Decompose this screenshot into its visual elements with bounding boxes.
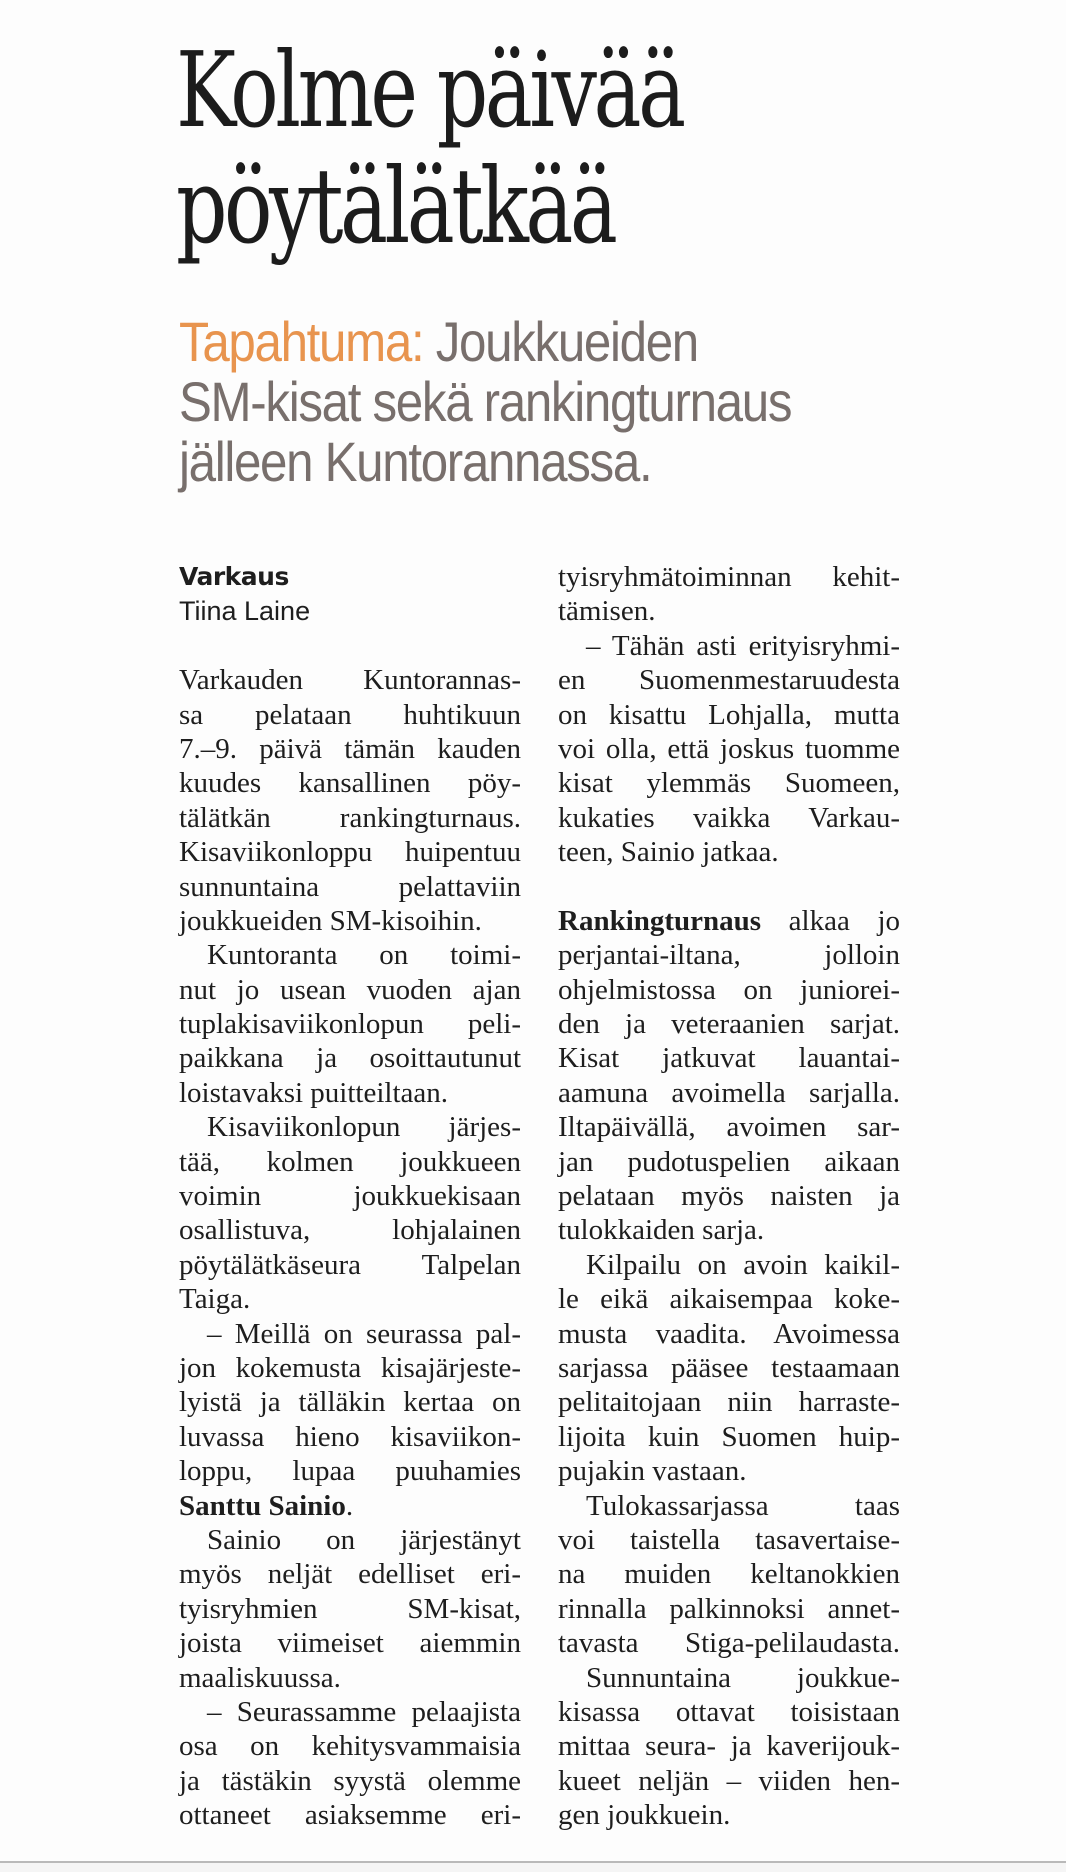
- body-text: tää, kolmen joukkueen: [179, 1145, 521, 1178]
- body-line: [179, 801, 521, 835]
- body-text: teen, Sainio jatkaa.: [558, 836, 779, 869]
- body-line: [558, 698, 900, 732]
- body-text: nut jo usean vuoden ajan: [179, 973, 521, 1006]
- body-text: Kisaviikonloppu huipentuu: [179, 836, 521, 869]
- body-text: kukaties vaikka Varkau-: [558, 801, 900, 834]
- right-body: [558, 560, 900, 1832]
- body-text: joukkueiden SM-kisoihin.: [179, 904, 482, 937]
- body-text: tälätkän rankingturnaus.: [179, 801, 521, 834]
- body-line: [558, 1661, 900, 1695]
- body-text: osa on kehitysvammaisia: [179, 1730, 521, 1763]
- body-line: [558, 663, 900, 697]
- body-line: [179, 1007, 521, 1041]
- body-text: 7.–9. päivä tämän kauden: [179, 732, 521, 765]
- body-text: loistavaksi puitteiltaan.: [179, 1076, 449, 1109]
- headline: [176, 29, 916, 267]
- body-line: [558, 1076, 900, 1110]
- body-text: jon kokemusta kisajärjeste-: [179, 1351, 521, 1384]
- body-line: [558, 732, 900, 766]
- body-text: ottaneet asiaksemme eri-: [179, 1799, 521, 1832]
- body-line: [179, 1317, 521, 1351]
- body-line: [179, 698, 521, 732]
- body-text: sunnuntaina pelattaviin: [179, 870, 521, 903]
- byline: Tiina Laine: [179, 596, 311, 627]
- body-line: [179, 663, 521, 697]
- body-line: [558, 1523, 900, 1557]
- body-text: voi taistella tasavertaise-: [558, 1523, 900, 1556]
- body-text: – Seurassamme pelaajista: [207, 1695, 521, 1728]
- bottom-rule: [0, 1861, 1066, 1872]
- body-line: [558, 835, 900, 869]
- body-text: Sunnuntaina joukkue-: [586, 1661, 900, 1694]
- body-text: kuudes kansallinen pöy-: [179, 767, 521, 800]
- body-text: den ja veteraanien sarjat.: [558, 1008, 900, 1041]
- body-text: ohjelmistossa on juniorei-: [558, 973, 900, 1006]
- body-line: [558, 766, 900, 800]
- body-line: [179, 1385, 521, 1419]
- body-text: jan pudotuspelien aikaan: [558, 1145, 900, 1178]
- body-line: [179, 1420, 521, 1454]
- body-text: tuplakisaviikonlopun peli-: [179, 1008, 521, 1041]
- deck-line-1: Joukkueiden: [435, 310, 698, 373]
- body-text: pelitaitojaan niin harraste-: [558, 1386, 900, 1419]
- body-text: le eikä aikaisempaa koke-: [558, 1283, 900, 1316]
- body-line: [179, 1179, 521, 1213]
- deck-line-3: jälleen Kuntorannassa.: [179, 430, 652, 493]
- left-column: [179, 560, 521, 1832]
- body-text: aamuna avoimella sarjalla.: [558, 1076, 900, 1109]
- body-text: maaliskuussa.: [179, 1661, 341, 1694]
- body-line: [558, 1764, 900, 1798]
- body-text: luvassa hieno kisaviikon-: [179, 1420, 521, 1453]
- left-body: [179, 663, 521, 1832]
- body-text: pelataan myös naisten ja: [558, 1180, 900, 1213]
- body-text: kueet neljän – viiden hen-: [558, 1764, 900, 1797]
- body-line: [179, 1523, 521, 1557]
- body-text: Kilpailu on avoin kaikil-: [586, 1248, 900, 1281]
- body-line: [558, 1110, 900, 1144]
- body-text: en Suomenmestaruudesta: [558, 664, 900, 697]
- body-line: [558, 1798, 900, 1832]
- body-text: lyistä ja tälläkin kertaa on: [179, 1386, 521, 1419]
- body-line: [179, 973, 521, 1007]
- body-line: [558, 1454, 900, 1488]
- body-text: Taiga.: [179, 1283, 251, 1316]
- body-line: [179, 870, 521, 904]
- body-line: [179, 732, 521, 766]
- body-line: [179, 1282, 521, 1316]
- body-text: ja tästäkin syystä olemme: [179, 1764, 521, 1797]
- body-text: sa pelataan huhtikuun: [179, 698, 521, 731]
- body-text: myös neljät edelliset eri-: [179, 1558, 521, 1591]
- body-line: [558, 1041, 900, 1075]
- body-text: mittaa seura- ja kaverijouk-: [558, 1730, 900, 1763]
- body-text: voimin joukkuekisaan: [179, 1180, 521, 1213]
- body-line: [179, 1489, 521, 1523]
- body-text: pöytälätkäseura Talpelan: [179, 1248, 521, 1281]
- deck-kicker: Tapahtuma:: [179, 310, 424, 373]
- body-line: [558, 1351, 900, 1385]
- body-line: [179, 1110, 521, 1144]
- body-line: [179, 1351, 521, 1385]
- body-text: tämisen.: [558, 595, 656, 628]
- body-text: osallistuva, lohjalainen: [179, 1214, 521, 1247]
- body-line: [558, 560, 900, 594]
- body-line: [179, 1041, 521, 1075]
- body-text: tyisryhmien SM-kisat,: [179, 1592, 521, 1625]
- body-text: Kuntoranta on toimi-: [207, 939, 521, 972]
- body-line: [179, 1213, 521, 1247]
- body-text: Kisaviikonlopun järjes-: [207, 1111, 521, 1144]
- body-text: on kisattu Lohjalla, mutta: [558, 698, 900, 731]
- body-line: [179, 904, 521, 938]
- body-text: na muiden keltanokkien: [558, 1558, 900, 1591]
- body-text: – Meillä on seurassa pal-: [207, 1317, 521, 1350]
- body-line: [558, 594, 900, 628]
- body-text: .: [345, 1489, 354, 1522]
- deck: [179, 312, 883, 492]
- body-text: Tulokassarjassa taas: [586, 1489, 900, 1522]
- body-text: voi olla, että joskus tuomme: [558, 732, 900, 765]
- right-column: [558, 560, 900, 1832]
- body-line: [558, 1626, 900, 1660]
- body-line: [179, 1454, 521, 1488]
- body-line: [558, 629, 900, 663]
- body-text: kisassa ottavat toisistaan: [558, 1695, 900, 1728]
- headline-line-1: Kolme päivää: [176, 29, 683, 151]
- body-line: [179, 1145, 521, 1179]
- spacer: [179, 629, 521, 663]
- body-text: paikkana ja osoittautunut: [179, 1042, 521, 1075]
- body-line: [179, 1626, 521, 1660]
- dateline: Varkaus: [179, 562, 289, 591]
- body-line: [558, 1592, 900, 1626]
- body-line: [179, 835, 521, 869]
- body-line: [558, 973, 900, 1007]
- body-line: [179, 1557, 521, 1591]
- body-text: sarjassa pääsee testaamaan: [558, 1351, 900, 1384]
- body-line: [558, 1282, 900, 1316]
- body-line: [179, 938, 521, 972]
- deck-line-2: SM-kisat sekä rankingturnaus: [179, 370, 792, 433]
- body-text: joista viimeiset aiemmin: [179, 1627, 521, 1660]
- body-line: [558, 1557, 900, 1591]
- body-text: tyisryhmätoiminnan kehit-: [558, 561, 900, 593]
- body-text: rinnalla palkinnoksi annet-: [558, 1592, 900, 1625]
- body-line: [558, 1385, 900, 1419]
- body-text: lijoita kuin Suomen huip-: [558, 1420, 900, 1453]
- body-line: [179, 1592, 521, 1626]
- body-line: [558, 1179, 900, 1213]
- body-text: – Tähän asti erityisryhmi-: [586, 629, 900, 662]
- paragraph-gap: [558, 870, 900, 904]
- body-line: [558, 1145, 900, 1179]
- body-line: [179, 1076, 521, 1110]
- body-text: tulokkaiden sarja.: [558, 1214, 765, 1247]
- body-text: pujakin vastaan.: [558, 1455, 747, 1488]
- bold-name: Santtu Sainio: [179, 1489, 346, 1522]
- body-text: Sainio on järjestänyt: [207, 1523, 521, 1556]
- body-text: kisat ylemmäs Suomeen,: [558, 767, 900, 800]
- body-line: [179, 1248, 521, 1282]
- body-text: Iltapäivällä, avoimen sar-: [558, 1111, 900, 1144]
- body-line: [558, 1317, 900, 1351]
- body-text: alkaa jo: [761, 904, 900, 937]
- bold-name: Rankingturnaus: [558, 904, 762, 937]
- body-line: [179, 1764, 521, 1798]
- headline-line-2: pöytälätkää: [176, 145, 615, 267]
- body-line: [558, 1420, 900, 1454]
- body-line: [558, 904, 900, 938]
- body-text: Kisat jatkuvat lauantai-: [558, 1042, 900, 1075]
- body-text: gen joukkuein.: [558, 1799, 731, 1832]
- body-line: [558, 801, 900, 835]
- body-line: [558, 1248, 900, 1282]
- body-line: [179, 766, 521, 800]
- body-line: [179, 1661, 521, 1695]
- body-text: tavasta Stiga-pelilaudasta.: [558, 1627, 900, 1660]
- body-line: [179, 1798, 521, 1832]
- body-line: [558, 1489, 900, 1523]
- body-text: loppu, lupaa puuhamies: [179, 1455, 521, 1488]
- body-line: [558, 1213, 900, 1247]
- body-line: [558, 938, 900, 972]
- body-text: musta vaadita. Avoimessa: [558, 1317, 900, 1350]
- body-line: [558, 1007, 900, 1041]
- body-line: [179, 1695, 521, 1729]
- body-text: perjantai-iltana, jolloin: [558, 939, 900, 972]
- body-text: Varkauden Kuntorannas-: [179, 664, 521, 697]
- body-line: [558, 1695, 900, 1729]
- body-line: [558, 1729, 900, 1763]
- body-line: [179, 1729, 521, 1763]
